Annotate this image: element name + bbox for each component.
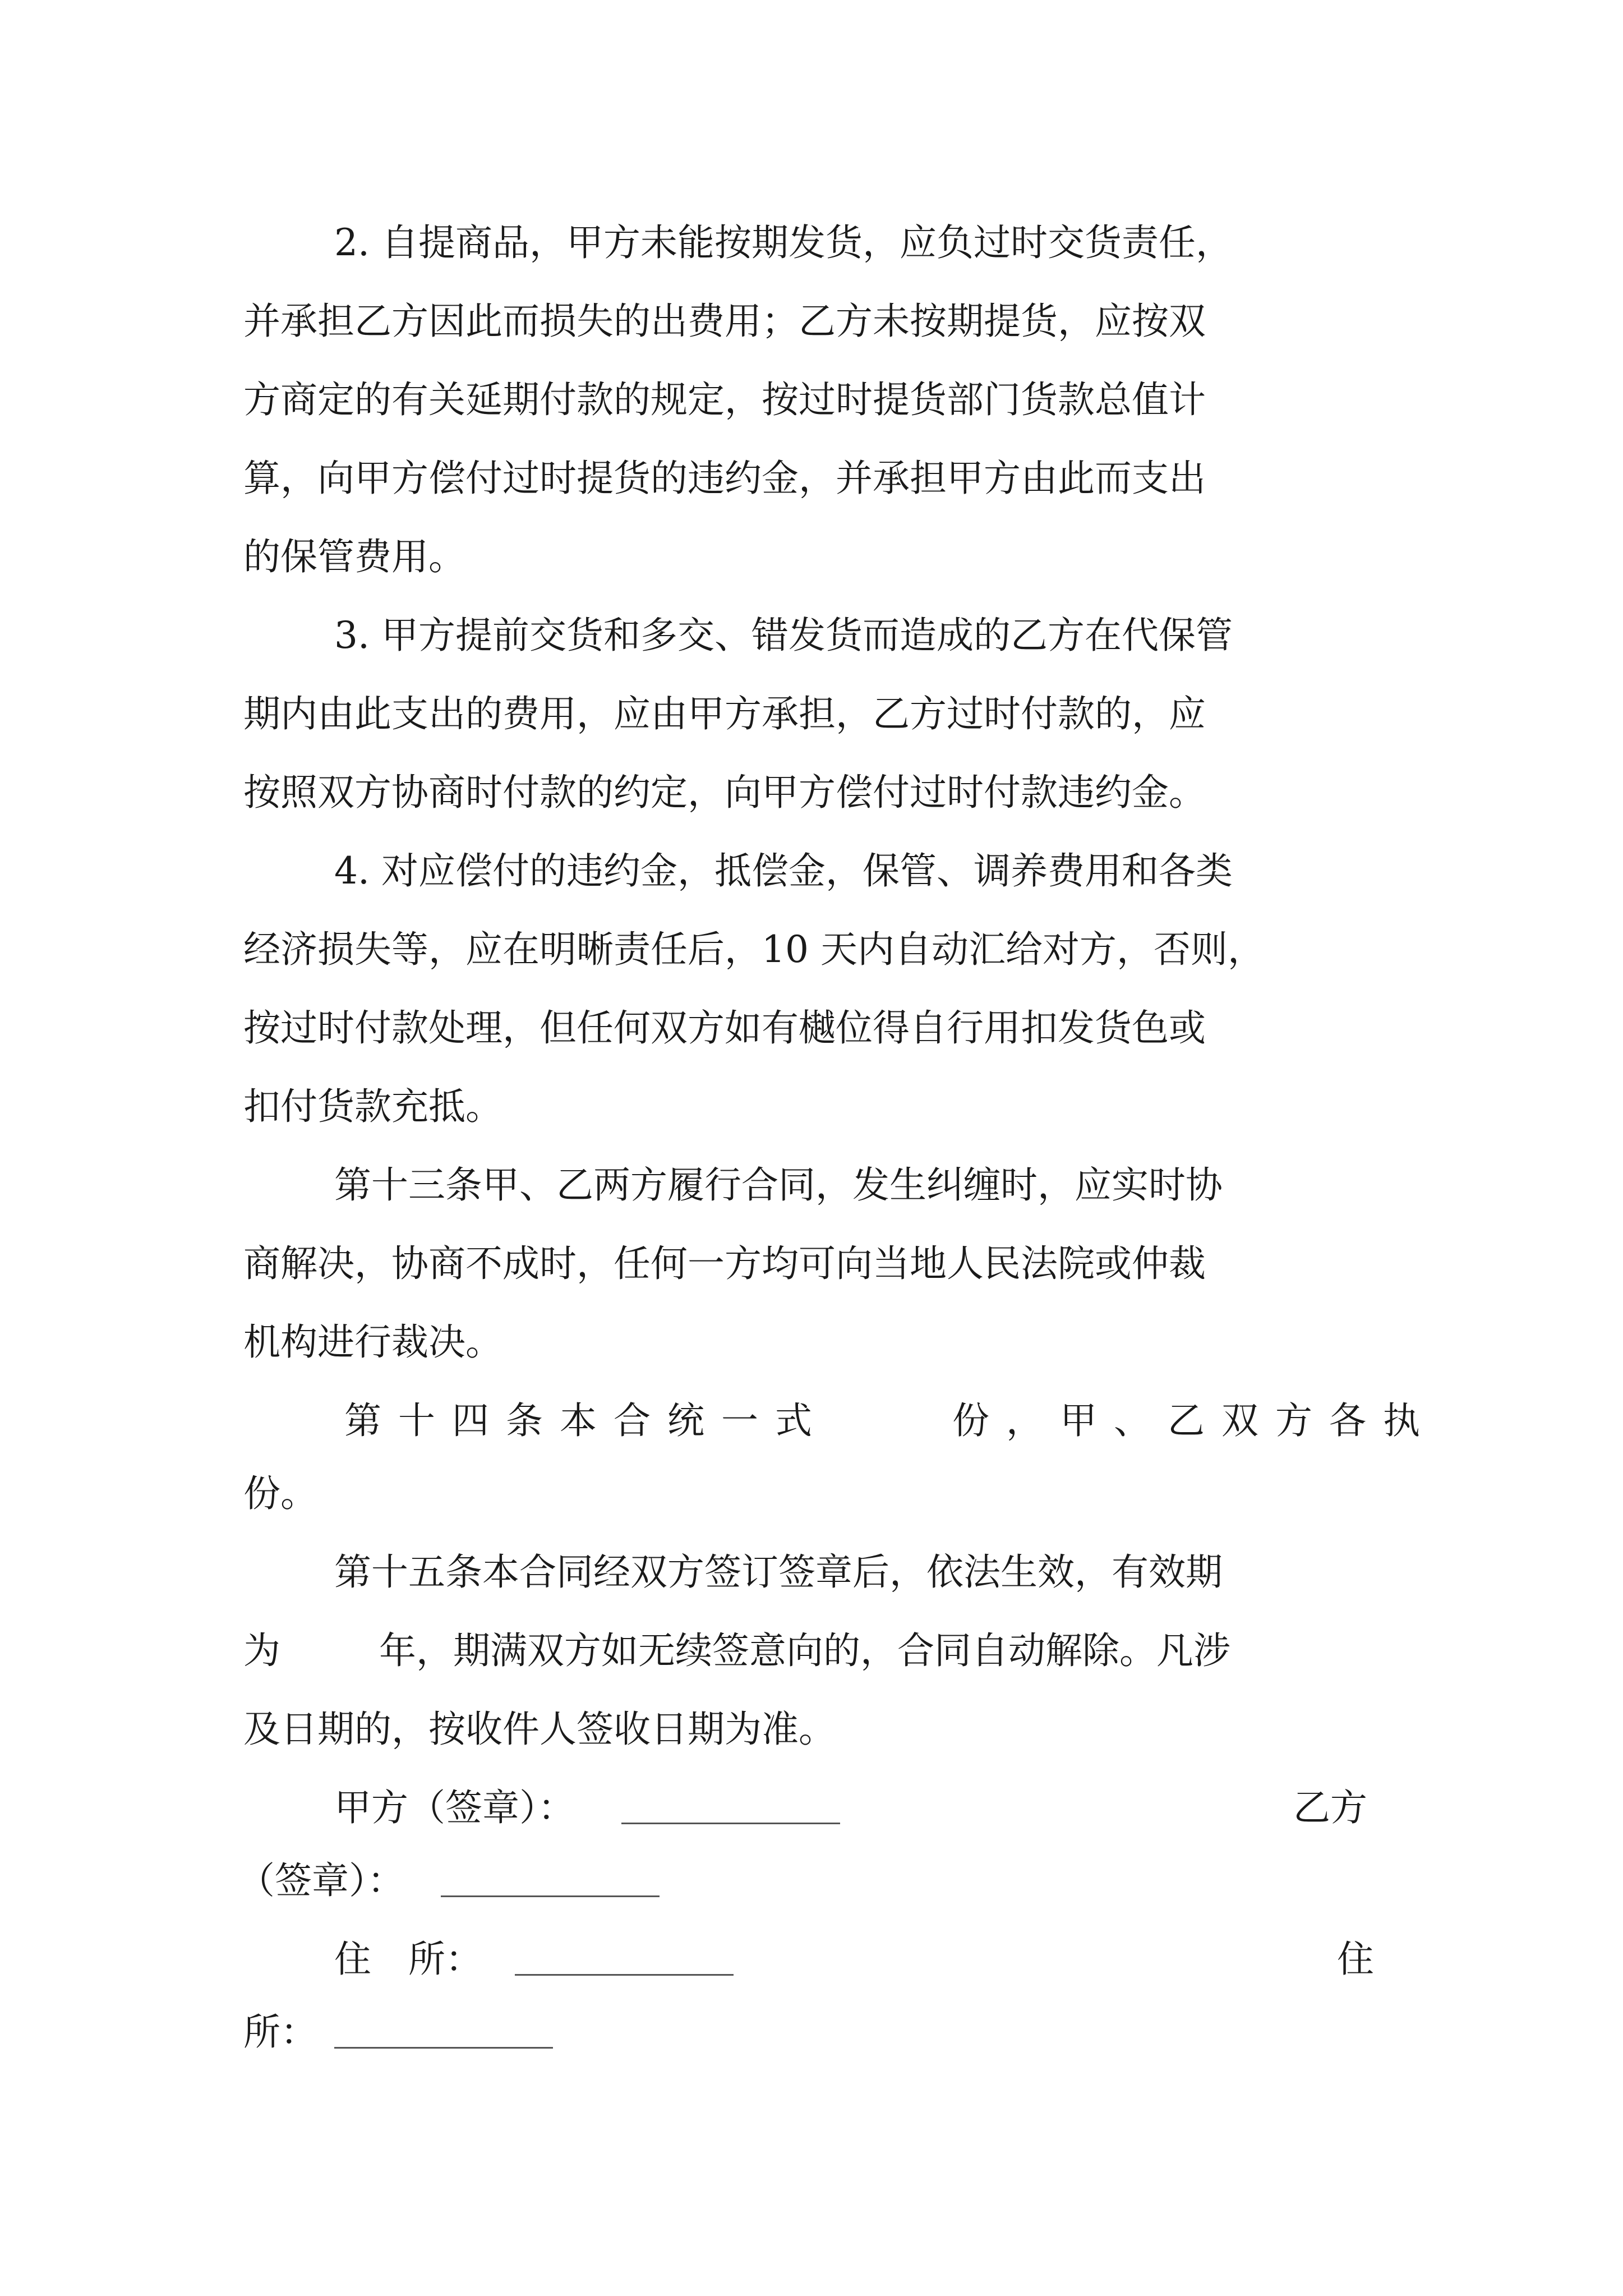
- text-line: [0, 922, 1623, 978]
- text-line: [0, 215, 1623, 271]
- text-line: [0, 1701, 1623, 1757]
- party-a-address-blank[interactable]: [515, 1974, 734, 1976]
- text-line: [0, 1314, 1623, 1370]
- article14-part3: 份。: [243, 1472, 317, 1515]
- paragraph-text: 并承担乙方因此而损失的出费用；乙方未按期提货，应按双: [243, 300, 1206, 343]
- signature-line-party-b: [0, 1853, 1623, 1909]
- text-line: [0, 1079, 1623, 1135]
- party-a-signature-label: 甲方（签章）：: [334, 1786, 575, 1829]
- paragraph-text: 第十三条甲、乙两方履行合同，发生纠缠时，应实时协: [334, 1163, 1223, 1207]
- text-line: [0, 529, 1623, 585]
- paragraph-text: 按过时付款处理，但任何双方如有樾位得自行用扣发货色或: [243, 1006, 1206, 1050]
- text-line: [0, 608, 1623, 664]
- text-line: [0, 1000, 1623, 1056]
- paragraph-text: 机构进行裁决。: [243, 1320, 502, 1364]
- text-line: [0, 450, 1623, 507]
- article15-line3: 及日期的，按收件人签收日期为准。: [243, 1708, 836, 1751]
- party-b-label: 乙方: [1293, 1786, 1367, 1829]
- article15-line1: 第十五条本合同经双方签订签章后，依法生效，有效期: [334, 1550, 1223, 1594]
- party-b-address-label: 所：: [243, 2010, 317, 2054]
- paragraph-text: 期内由此支出的费用，应由甲方承担，乙方过时付款的，应: [243, 692, 1206, 735]
- text-line: [0, 765, 1623, 821]
- text-line: [0, 1623, 1623, 1679]
- text-line: [0, 372, 1623, 428]
- address-line-party-a: [0, 1931, 1623, 1987]
- party-b-address-label-start: 住: [1337, 1938, 1374, 1981]
- address-line-party-b: [0, 2004, 1623, 2060]
- paragraph-text: 4. 对应偿付的违约金，抵偿金，保管、调养费用和各类: [334, 849, 1233, 892]
- paragraph-text: 按照双方协商时付款的约定，向甲方偿付过时付款违约金。: [243, 771, 1206, 814]
- article15-line2-rest: 年，期满双方如无续签意向的，合同自动解除。凡涉: [379, 1629, 1230, 1672]
- party-b-signature-blank[interactable]: [441, 1895, 660, 1897]
- text-line: [0, 1393, 1623, 1449]
- paragraph-text: 的保管费用。: [243, 535, 465, 578]
- text-line: [0, 1236, 1623, 1292]
- paragraph-text: 算，向甲方偿付过时提货的违约金，并承担甲方由此而支出: [243, 457, 1206, 500]
- text-line: [0, 293, 1623, 349]
- paragraph-text: 扣付货款充抵。: [243, 1085, 502, 1128]
- article14-part1: 第十四条本合统一式: [344, 1399, 829, 1442]
- signature-line-party-a: [0, 1780, 1623, 1836]
- text-line: [0, 843, 1623, 899]
- article15-line2-prefix: 为: [243, 1629, 280, 1672]
- paragraph-text: 2. 自提商品，甲方未能按期发货，应负过时交货责任，: [334, 221, 1233, 264]
- text-line: [0, 1466, 1623, 1522]
- text-line: [0, 1157, 1623, 1213]
- party-b-address-blank[interactable]: [334, 2047, 553, 2049]
- paragraph-text: 3. 甲方提前交货和多交、错发货而造成的乙方在代保管: [334, 614, 1233, 657]
- paragraph-text: 经济损失等，应在明晰责任后，10 天内自动汇给对方，否则，: [243, 928, 1265, 971]
- text-line: [0, 686, 1623, 742]
- text-line: [0, 1544, 1623, 1600]
- party-b-signature-label: （签章）：: [238, 1859, 404, 1902]
- party-a-address-label: 住 所：: [334, 1938, 482, 1981]
- paragraph-text: 商解决，协商不成时，任何一方均可向当地人民法院或仲裁: [243, 1242, 1206, 1285]
- party-a-signature-blank[interactable]: [621, 1823, 840, 1824]
- paragraph-text: 方商定的有关延期付款的规定，按过时提货部门货款总值计: [243, 378, 1206, 421]
- article14-part2: 份，甲、乙双方各执: [952, 1399, 1437, 1442]
